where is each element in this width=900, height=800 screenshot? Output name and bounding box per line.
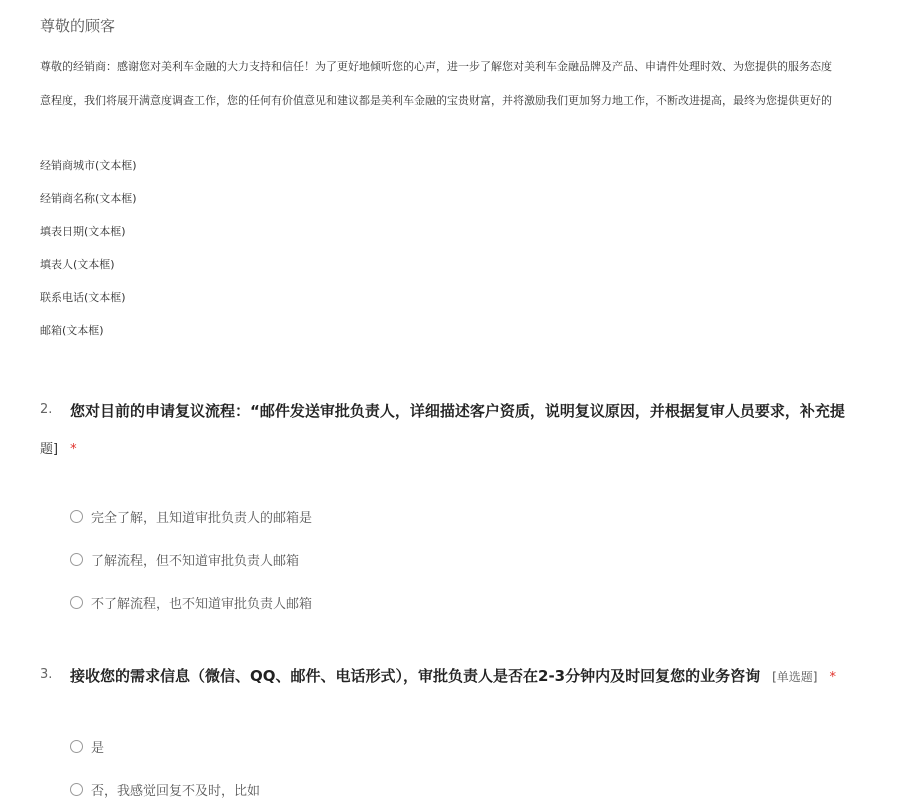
question-2-title-continuation [40, 438, 77, 457]
option-label: 了解流程，但不知道审批负责人邮箱 [91, 553, 300, 569]
question-2-option-3[interactable] [70, 593, 312, 611]
question-3-option-1[interactable] [70, 737, 104, 755]
required-mark: * [829, 670, 836, 685]
question-type-tag: [单选题] [772, 670, 818, 684]
radio-button[interactable] [70, 510, 83, 523]
option-label: 是 [91, 740, 105, 756]
question-3-title [70, 665, 836, 686]
radio-button[interactable] [70, 596, 83, 609]
question-2-number: 2. [40, 402, 53, 417]
option-label: 否，我感觉回复不及时，比如 [91, 783, 261, 799]
question-3-number: 3. [40, 667, 53, 682]
question-2-option-2[interactable] [70, 550, 299, 568]
option-label: 完全了解，且知道审批负责人的邮箱是 [91, 510, 313, 526]
field-label-filler: 填表人(文本框) [40, 258, 115, 271]
field-label-email: 邮箱(文本框) [40, 324, 104, 337]
intro-text-line-1: 尊敬的经销商：感谢您对美利车金融的大力支持和信任！为了更好地倾听您的心声，进一步了解您对美利车金融品牌及产品、申请件处理时效、为您提供的服务态度 [40, 60, 832, 73]
field-label-dealer-name: 经销商名称(文本框) [40, 192, 137, 205]
question-3-option-2[interactable] [70, 780, 260, 798]
question-2-option-1[interactable] [70, 507, 312, 525]
intro-text-line-2: 意程度，我们将展开满意度调查工作，您的任何有价值意见和建议都是美利车金融的宝贵财富，并将激励我们更加努力地工作，不断改进提高，最终为您提供更好的 [40, 94, 832, 107]
question-2-type-tail: 题] [40, 442, 59, 457]
required-mark: * [70, 442, 77, 457]
radio-button[interactable] [70, 553, 83, 566]
field-label-dealer-city: 经销商城市(文本框) [40, 159, 137, 172]
option-label: 不了解流程，也不知道审批负责人邮箱 [91, 596, 313, 612]
question-2-title: 您对目前的申请复议流程：“邮件发送审批负责人，详细描述客户资质，说明复议原因，并根据复审人员要求，补充提 [70, 402, 845, 420]
radio-button[interactable] [70, 740, 83, 753]
greeting-heading: 尊敬的顾客 [40, 17, 116, 35]
field-label-fill-date: 填表日期(文本框) [40, 225, 126, 238]
field-label-phone: 联系电话(文本框) [40, 291, 126, 304]
question-3-title-text: 接收您的需求信息（微信、QQ、邮件、电话形式），审批负责人是否在2-3分钟内及时回复您的业务咨询 [70, 667, 761, 685]
radio-button[interactable] [70, 783, 83, 796]
